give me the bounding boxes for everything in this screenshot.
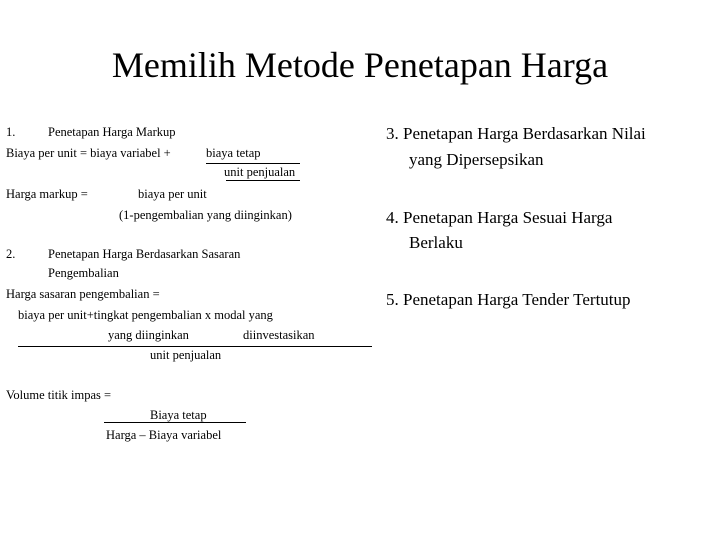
markup-price-label: Harga markup = xyxy=(6,187,88,201)
return-denominator: (1-pengembalian yang diinginkan) xyxy=(119,208,292,222)
target-return-heading-line1: Penetapan Harga Berdasarkan Sasaran xyxy=(48,247,241,261)
target-denominator: unit penjualan xyxy=(150,348,222,362)
method-5-line1: 5. Penetapan Harga Tender Tertutup xyxy=(386,290,631,309)
fraction-bar xyxy=(104,422,246,423)
method-3-line1: 3. Penetapan Harga Berdasarkan Nilai xyxy=(386,124,646,143)
unit-cost-label: Biaya per unit = biaya variabel + xyxy=(6,146,171,160)
break-even-denominator: Harga – Biaya variabel xyxy=(106,428,222,442)
target-desired: yang diinginkan xyxy=(108,328,189,342)
method-3-line2: yang Dipersepsikan xyxy=(409,150,544,169)
item-number-1: 1. xyxy=(6,125,16,139)
markup-heading: Penetapan Harga Markup xyxy=(48,125,176,139)
target-invested: diinvestasikan xyxy=(243,328,315,342)
target-numerator: biaya per unit+tingkat pengembalian x modal yang xyxy=(18,308,273,322)
method-4-line2: Berlaku xyxy=(409,233,463,252)
target-return-heading-line2: Pengembalian xyxy=(48,266,119,280)
underline xyxy=(226,180,300,181)
item-number-2: 2. xyxy=(6,247,16,261)
target-price-label: Harga sasaran pengembalian = xyxy=(6,287,160,301)
unit-sales-denominator: unit penjualan xyxy=(224,165,296,179)
break-even-label: Volume titik impas = xyxy=(6,388,112,402)
break-even-numerator: Biaya tetap xyxy=(150,408,207,422)
method-4-line1: 4. Penetapan Harga Sesuai Harga xyxy=(386,208,613,227)
slide-title: Memilih Metode Penetapan Harga xyxy=(111,45,609,85)
fixed-cost-numerator: biaya tetap xyxy=(206,146,261,160)
unit-cost-numerator: biaya per unit xyxy=(138,187,207,201)
methods-column xyxy=(380,0,720,540)
